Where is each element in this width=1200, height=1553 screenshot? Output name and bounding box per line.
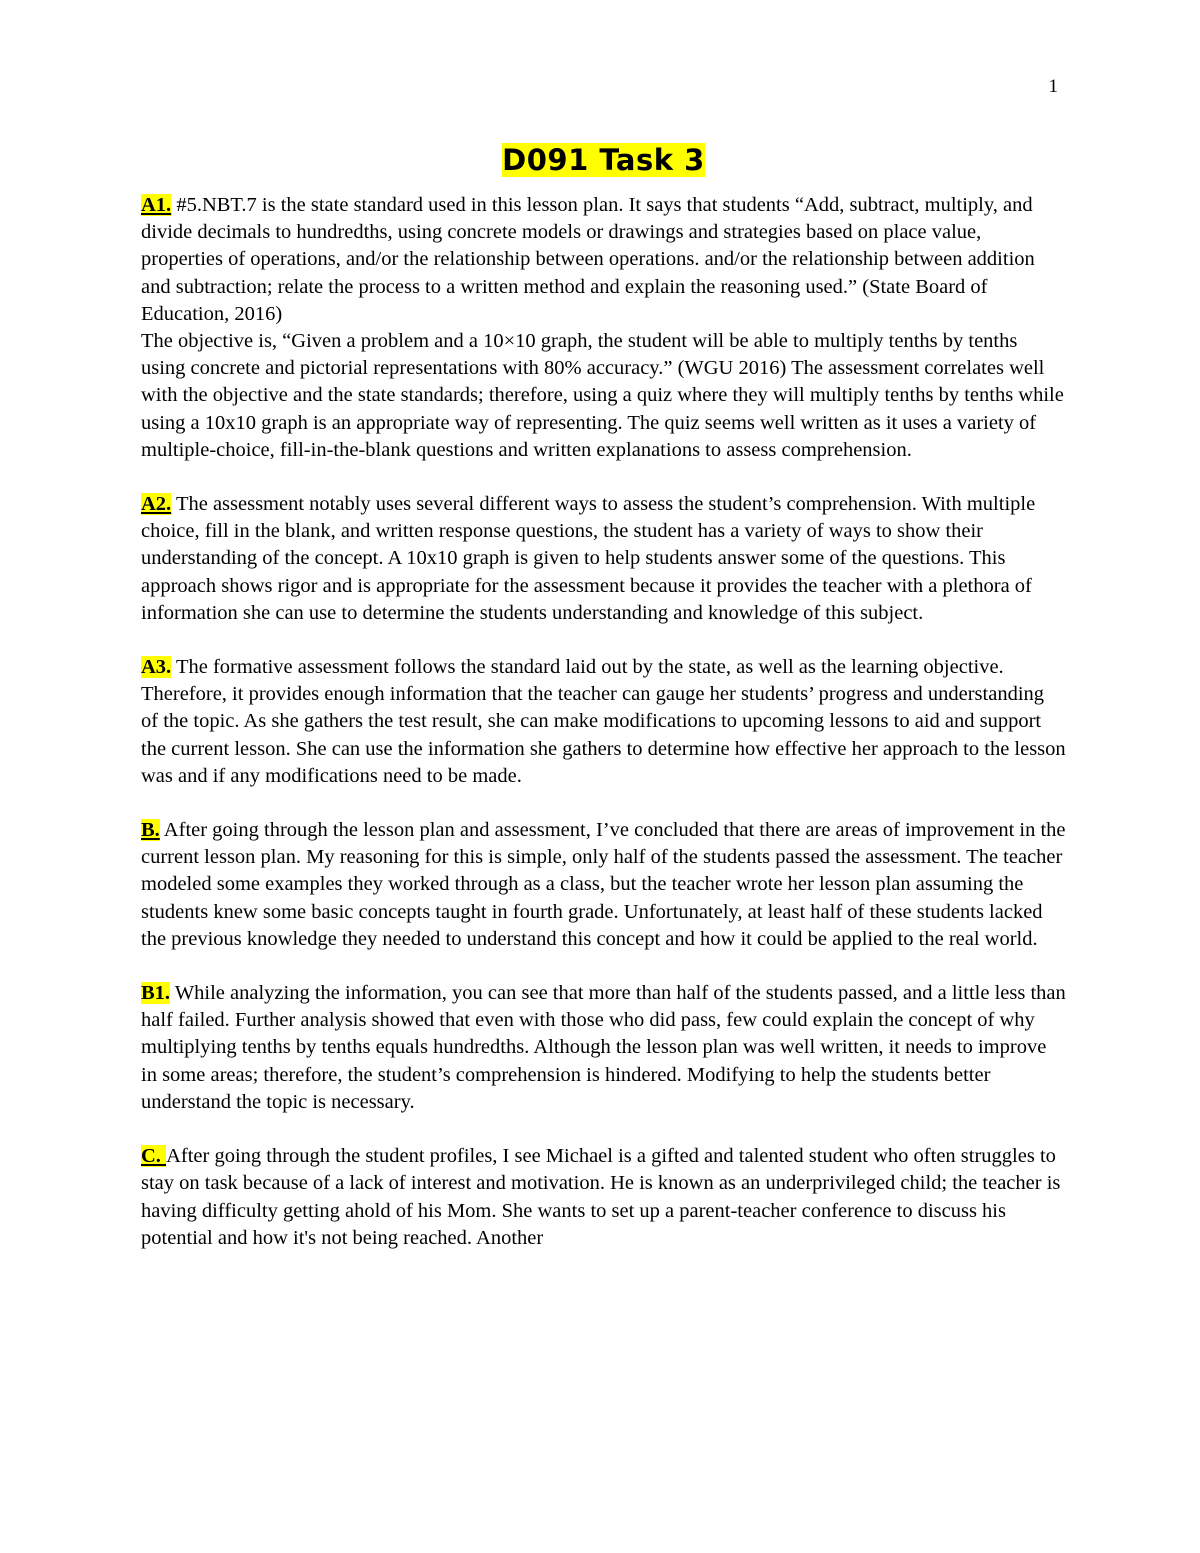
section-a1-text-2: The objective is, “Given a problem and a 10×10 graph, the student will be able to multiply tenths by tenths using concrete and pictorial representations with 80% accuracy.” (WGU 2016) The assessment correlates well with the objective and the state standards; therefore, using a quiz where they will multiply tenths by tenths while using a 10x10 graph is an appropriate way of representing. The quiz seems well written as it uses a variety of multiple-choice, fill-in-the-blank questions and written explanations to assess comprehension. [141,330,1064,461]
section-a1-paragraph-2 [141,328,1066,464]
document-body [141,140,1066,1279]
section-a2-paragraph-1 [141,491,1066,627]
document-title: D091 Task 3 [502,143,705,177]
section-a2-text-1: The assessment notably uses several different ways to assess the student’s comprehension. With multiple choice, fill in the blank, and written response questions, the student has a variety of ways to show their understanding of the concept. A 10x10 graph is given to help students answer some of the questions. This approach shows rigor and is appropriate for the assessment because it provides the teacher with a plethora of information she can use to determine the students understanding and knowledge of this subject. [141,493,1036,624]
section-b [141,817,1066,953]
section-b-paragraph-1 [141,817,1066,953]
section-b1-label: B1. [141,982,171,1005]
section-b1-text-1: While analyzing the information, you can see that more than half of the students passed, and a little less than half failed. Further analysis showed that even with those who did pass, few could explain the concept of why multiplying tenths by tenths equals hundredths. Although the lesson plan was well written, it needs to improve in some areas; therefore, the student’s comprehension is hindered. Modifying to help the students better understand the topic is necessary. [141,982,1066,1113]
section-a2-label: A2. [141,493,172,516]
section-a1-paragraph-1 [141,192,1066,328]
page-number: 1 [1048,76,1058,97]
section-a1-label: A1. [141,194,172,216]
section-b1 [141,980,1066,1116]
section-a3-paragraph-1 [141,654,1066,790]
section-a3-label: A3. [141,656,172,679]
section-a3 [141,654,1066,790]
section-c [141,1143,1066,1252]
section-b-text-1: After going through the lesson plan and assessment, I’ve concluded that there are areas of improvement in the current lesson plan. My reasoning for this is simple, only half of the students passed the assessment. The teacher modeled some examples they worked through as a class, but the teacher wrote her lesson plan assuming the students knew some basic concepts taught in fourth grade. Unfortunately, at least half of these students lacked the previous knowledge they needed to understand this concept and how it could be applied to the real world. [141,819,1066,950]
section-a1 [141,192,1066,464]
section-c-paragraph-1 [141,1143,1066,1252]
section-c-label: C. [141,1145,167,1168]
section-b-label: B. [141,819,160,842]
section-a3-text-1: The formative assessment follows the standard laid out by the state, as well as the learning objective. Therefore, it provides enough information that the teacher can gauge her students’ progress and understanding of the topic. As she gathers the test result, she can make modifications to upcoming lessons to aid and support the current lesson. She can use the information she gathers to determine how effective her approach to the lesson was and if any modifications need to be made. [141,656,1066,787]
section-c-text-1: After going through the student profiles, I see Michael is a gifted and talented student who often struggles to stay on task because of a lack of interest and motivation. He is known as an underprivileged child; the teacher is having difficulty getting ahold of his Mom. She wants to set up a parent-teacher conference to discuss his potential and how it's not being reached. Another [141,1145,1061,1249]
document-title-wrapper [141,140,1066,184]
section-a2 [141,491,1066,627]
section-b1-paragraph-1 [141,980,1066,1116]
section-a1-text-1: #5.NBT.7 is the state standard used in this lesson plan. It says that students “Add, subtract, multiply, and divide decimals to hundredths, using concrete models or drawings and strategies based on place value, properties of operations, and/or the relationship between operations. and/or the relationship between addition and subtraction; relate the process to a written method and explain the reasoning used.” (State Board of Education, 2016) [141,194,1035,325]
